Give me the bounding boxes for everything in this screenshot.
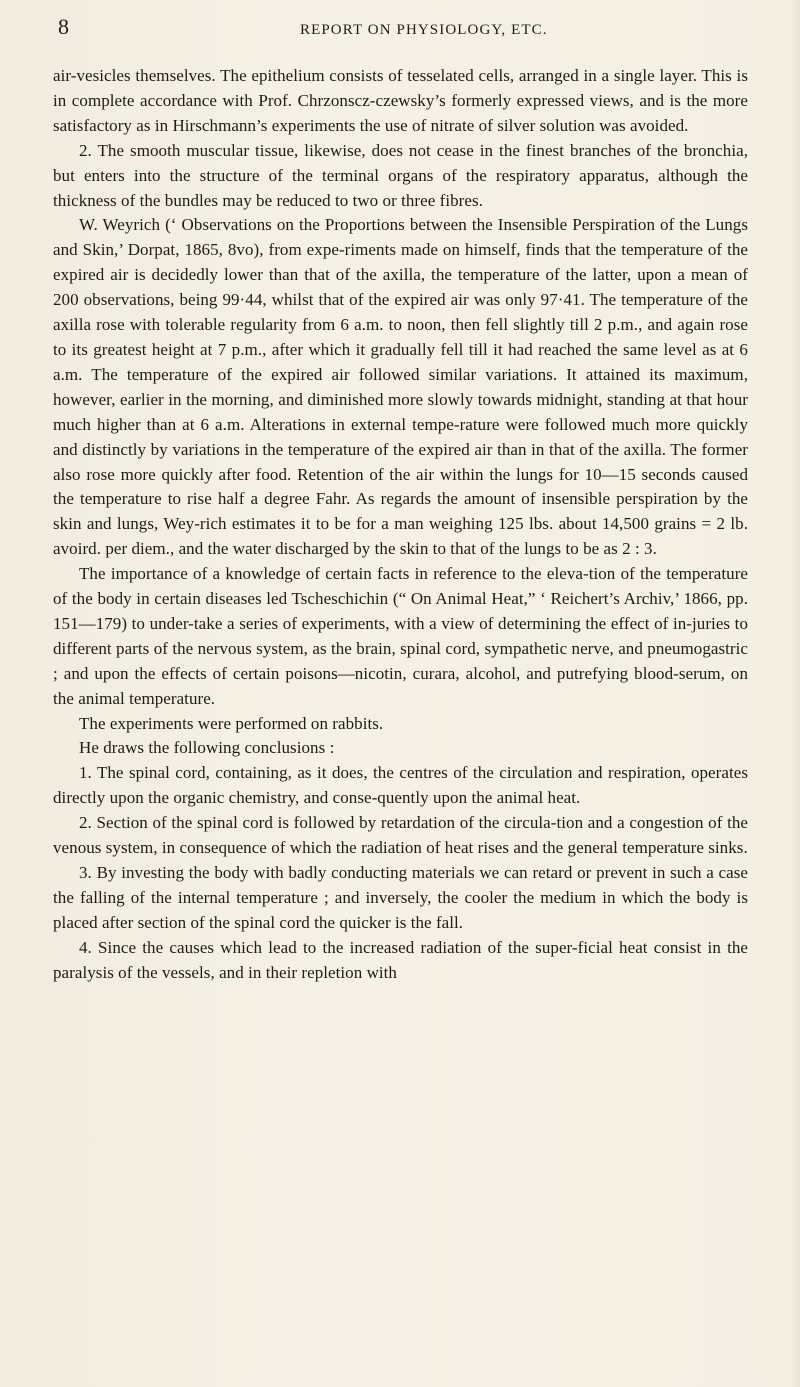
paragraph-conclusion-4: 4. Since the causes which lead to the increased radiation of the super-ficial heat consist in the paralysis of the vessels, and in their repletion with: [53, 937, 748, 982]
page-number: 8: [58, 14, 69, 39]
paragraph-tscheschichin: The importance of a knowledge of certain facts in reference to the eleva-tion of the temperature of the body in certain diseases led Tscheschichin (“ On Animal Heat,” ‘ Reichert’s Archiv,’ 1866, pp. 151—179) to under-take a series of experiments, with a view of determining the effect of in-juries to different parts of the nervous system, as the brain, spinal cord, sympathetic nerve, and pneumogastric ; and upon the effects of certain poisons—nicotin, curara, alcohol, and putrefying blood-serum, on the animal temperature.: [53, 564, 748, 708]
paragraph-conclusion-2: 2. Section of the spinal cord is followed by retardation of the circula-tion and a congestion of the venous system, in consequence of which the radiation of heat rises and the general temperature sinks.: [53, 813, 748, 858]
paragraph-rabbits: The experiments were performed on rabbits.: [79, 713, 384, 733]
paragraph-weyrich: W. Weyrich (‘ Observations on the Proportions between the Insensible Perspiration of the Lungs and Skin,’ Dorpat, 1865, 8vo), from expe-riments made on himself, finds that the temperature of the expired air is decidedly lower than that of the axilla, the temperature of the latter, upon a mean of 200 observations, being 99·44, whilst that of the expired air was only 97·41. The temperature of the axilla rose with tolerable regularity from 6 a.m. to noon, then fell slightly till 2 p.m., and again rose to its greatest height at 7 p.m., after which it gradually fell till it had reached the same level as at 6 a.m. The temperature of the expired air followed similar variations. It attained its maximum, however, earlier in the morning, and diminished more slowly towards midnight, standing at that hour much higher than at 6 a.m. Alterations in external tempe-rature were followed much more quickly and distinctly by variations in the temperature of the expired air than in that of the axilla. The former also rose more quickly after food. Retention of the air within the lungs for 10—15 seconds caused the temperature to rise half a degree Fahr. As regards the amount of insensible perspiration by the skin and lungs, Wey-rich estimates it to be for a man weighing 125 lbs. about 14,500 grains = 2 lb. avoird. per diem., and the water discharged by the skin to that of the lungs to be as 2 : 3.: [53, 215, 748, 559]
paragraph-conclusion-3: 3. By investing the body with badly conducting materials we can retard or prevent in such a case the falling of the internal temperature ; and inversely, the cooler the medium in which the body is placed after section of the spinal cord the quicker is the fall.: [53, 863, 748, 932]
paragraph-conclusion-1: 1. The spinal cord, containing, as it does, the centres of the circulation and respiration, operates directly upon the organic chemistry, and conse-quently upon the animal heat.: [53, 763, 748, 808]
paragraph-conclusions-intro: He draws the following conclusions :: [79, 738, 335, 758]
page-edge-shadow: [790, 0, 800, 1387]
paragraph-continued: air-vesicles themselves. The epithelium consists of tesselated cells, arranged in a single layer. This is in complete accordance with Prof. Chrzonscz-czewsky’s formerly expressed views, and is the more satisfactory as in Hirschmann’s experiments the use of nitrate of silver solution was avoided.: [53, 66, 748, 135]
paragraph-muscular-tissue: 2. The smooth muscular tissue, likewise, does not cease in the finest branches of the bronchia, but enters into the structure of the terminal organs of the respiratory apparatus, although the thickness of the bundles may be reduced to two or three fibres.: [53, 140, 748, 210]
running-head: REPORT ON PHYSIOLOGY, ETC.: [300, 22, 548, 38]
body-text: [53, 64, 748, 986]
